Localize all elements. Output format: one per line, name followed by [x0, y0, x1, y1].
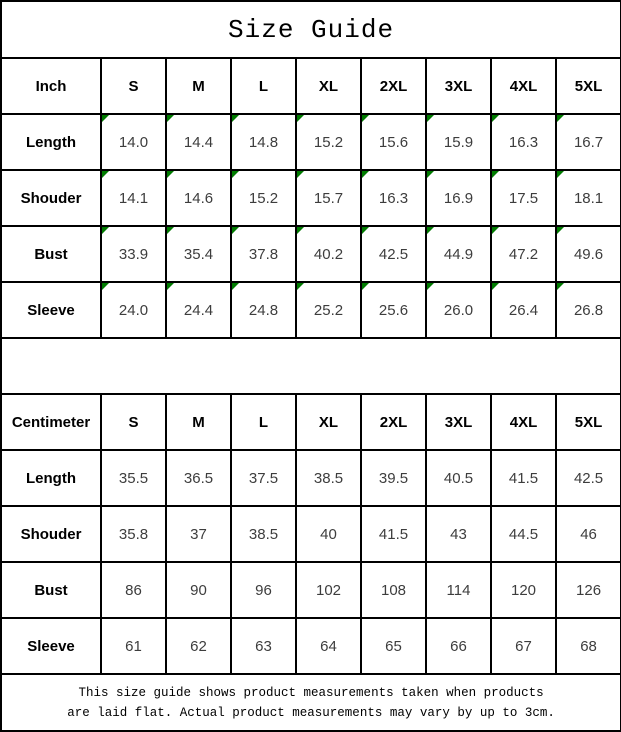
measurement-value: 14.8 — [231, 114, 296, 170]
row-label: Shouder — [1, 506, 101, 562]
size-header-cell: XL — [296, 58, 361, 114]
measurement-value: 15.9 — [426, 114, 491, 170]
measurement-value: 41.5 — [491, 450, 556, 506]
measurement-value: 15.2 — [231, 170, 296, 226]
measurement-value: 42.5 — [556, 450, 621, 506]
corner-marker-icon — [167, 227, 174, 234]
measurement-value: 126 — [556, 562, 621, 618]
measurement-value: 16.3 — [491, 114, 556, 170]
corner-marker-icon — [362, 227, 369, 234]
measurement-value: 68 — [556, 618, 621, 674]
corner-marker-icon — [427, 283, 434, 290]
measurement-value: 42.5 — [361, 226, 426, 282]
measurement-value: 36.5 — [166, 450, 231, 506]
page-title: Size Guide — [1, 1, 621, 58]
corner-marker-icon — [167, 171, 174, 178]
unit-header-cell: Inch — [1, 58, 101, 114]
measurement-value: 37.5 — [231, 450, 296, 506]
corner-marker-icon — [297, 115, 304, 122]
row-label: Sleeve — [1, 618, 101, 674]
measurement-value: 40.5 — [426, 450, 491, 506]
spacer-row — [1, 338, 621, 394]
measurement-value: 40 — [296, 506, 361, 562]
measurement-value: 24.4 — [166, 282, 231, 338]
measurement-value: 37.8 — [231, 226, 296, 282]
measurement-value: 63 — [231, 618, 296, 674]
corner-marker-icon — [557, 171, 564, 178]
size-header-cell: 5XL — [556, 394, 621, 450]
corner-marker-icon — [492, 171, 499, 178]
corner-marker-icon — [232, 227, 239, 234]
measurement-value: 16.7 — [556, 114, 621, 170]
size-header-cell: M — [166, 58, 231, 114]
corner-marker-icon — [492, 227, 499, 234]
corner-marker-icon — [427, 227, 434, 234]
measurement-value: 26.4 — [491, 282, 556, 338]
measurement-value: 65 — [361, 618, 426, 674]
measurement-value: 108 — [361, 562, 426, 618]
measurement-value: 39.5 — [361, 450, 426, 506]
corner-marker-icon — [362, 283, 369, 290]
measurement-value: 14.4 — [166, 114, 231, 170]
measurement-value: 25.6 — [361, 282, 426, 338]
size-header-cell: 3XL — [426, 394, 491, 450]
corner-marker-icon — [427, 115, 434, 122]
measurement-value: 86 — [101, 562, 166, 618]
size-header-cell: 4XL — [491, 58, 556, 114]
measurement-value: 26.0 — [426, 282, 491, 338]
measurement-value: 15.6 — [361, 114, 426, 170]
row-label: Shouder — [1, 170, 101, 226]
measurement-value: 64 — [296, 618, 361, 674]
measurement-value: 35.4 — [166, 226, 231, 282]
measurement-value: 14.6 — [166, 170, 231, 226]
corner-marker-icon — [167, 283, 174, 290]
corner-marker-icon — [557, 227, 564, 234]
size-header-cell: 5XL — [556, 58, 621, 114]
corner-marker-icon — [297, 171, 304, 178]
corner-marker-icon — [557, 115, 564, 122]
size-header-cell: 2XL — [361, 58, 426, 114]
size-header-cell: XL — [296, 394, 361, 450]
measurement-value: 18.1 — [556, 170, 621, 226]
measurement-value: 49.6 — [556, 226, 621, 282]
row-label: Length — [1, 450, 101, 506]
size-header-cell: M — [166, 394, 231, 450]
measurement-value: 35.8 — [101, 506, 166, 562]
size-header-cell: L — [231, 58, 296, 114]
corner-marker-icon — [232, 115, 239, 122]
measurement-value: 16.3 — [361, 170, 426, 226]
measurement-value: 15.7 — [296, 170, 361, 226]
corner-marker-icon — [102, 283, 109, 290]
size-header-cell: 4XL — [491, 394, 556, 450]
corner-marker-icon — [102, 115, 109, 122]
corner-marker-icon — [102, 171, 109, 178]
row-label: Length — [1, 114, 101, 170]
measurement-value: 44.9 — [426, 226, 491, 282]
measurement-value: 24.8 — [231, 282, 296, 338]
size-header-cell: L — [231, 394, 296, 450]
size-header-cell: S — [101, 58, 166, 114]
corner-marker-icon — [102, 227, 109, 234]
footer-note — [1, 674, 621, 731]
measurement-value: 41.5 — [361, 506, 426, 562]
measurement-value: 38.5 — [296, 450, 361, 506]
measurement-value: 47.2 — [491, 226, 556, 282]
corner-marker-icon — [362, 171, 369, 178]
measurement-value: 33.9 — [101, 226, 166, 282]
size-header-cell: 2XL — [361, 394, 426, 450]
corner-marker-icon — [557, 283, 564, 290]
measurement-value: 35.5 — [101, 450, 166, 506]
corner-marker-icon — [362, 115, 369, 122]
measurement-value: 40.2 — [296, 226, 361, 282]
measurement-value: 37 — [166, 506, 231, 562]
measurement-value: 114 — [426, 562, 491, 618]
measurement-value: 44.5 — [491, 506, 556, 562]
unit-header-cell: Centimeter — [1, 394, 101, 450]
size-header-cell: S — [101, 394, 166, 450]
corner-marker-icon — [297, 227, 304, 234]
corner-marker-icon — [297, 283, 304, 290]
corner-marker-icon — [232, 171, 239, 178]
measurement-value: 17.5 — [491, 170, 556, 226]
measurement-value: 102 — [296, 562, 361, 618]
measurement-value: 16.9 — [426, 170, 491, 226]
measurement-value: 61 — [101, 618, 166, 674]
corner-marker-icon — [427, 171, 434, 178]
corner-marker-icon — [232, 283, 239, 290]
measurement-value: 14.1 — [101, 170, 166, 226]
row-label: Bust — [1, 562, 101, 618]
row-label: Sleeve — [1, 282, 101, 338]
measurement-value: 96 — [231, 562, 296, 618]
corner-marker-icon — [492, 283, 499, 290]
measurement-value: 24.0 — [101, 282, 166, 338]
footer-note-line: are laid flat. Actual product measurements may vary by up to 3cm. — [67, 705, 555, 720]
measurement-value: 15.2 — [296, 114, 361, 170]
measurement-value: 67 — [491, 618, 556, 674]
measurement-value: 120 — [491, 562, 556, 618]
measurement-value: 43 — [426, 506, 491, 562]
measurement-value: 66 — [426, 618, 491, 674]
measurement-value: 26.8 — [556, 282, 621, 338]
row-label: Bust — [1, 226, 101, 282]
measurement-value: 46 — [556, 506, 621, 562]
measurement-value: 25.2 — [296, 282, 361, 338]
measurement-value: 62 — [166, 618, 231, 674]
measurement-value: 90 — [166, 562, 231, 618]
measurement-value: 14.0 — [101, 114, 166, 170]
size-header-cell: 3XL — [426, 58, 491, 114]
corner-marker-icon — [492, 115, 499, 122]
corner-marker-icon — [167, 115, 174, 122]
measurement-value: 38.5 — [231, 506, 296, 562]
footer-note-line: This size guide shows product measurements taken when products — [78, 685, 544, 700]
